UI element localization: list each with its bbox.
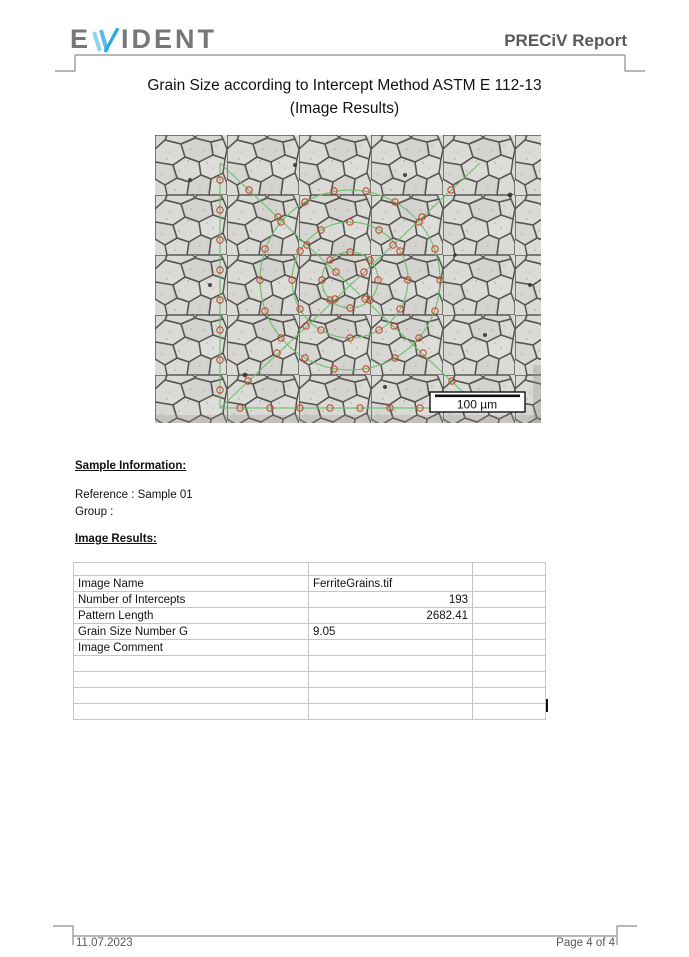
row-label-cell: Image Name [74, 576, 309, 592]
table-row [74, 563, 546, 576]
row-value-cell [309, 656, 473, 672]
sample-reference: Reference : Sample 01 [75, 489, 193, 501]
footer-date: 11.07.2023 [76, 937, 133, 949]
evident-logo [70, 24, 217, 52]
grain-texture [155, 135, 541, 423]
header-rule [40, 50, 660, 76]
row-value-cell [309, 688, 473, 704]
row-extra-cell [473, 563, 546, 576]
row-label-cell [74, 656, 309, 672]
page-title [0, 74, 689, 120]
row-value-cell: FerriteGrains.tif [309, 576, 473, 592]
results-table [73, 562, 546, 720]
row-extra-cell [473, 704, 546, 720]
image-results-heading: Image Results: [75, 533, 157, 545]
brand-letter-e: E [70, 24, 92, 54]
sample-information-heading: Sample Information: [75, 460, 187, 472]
table-row [74, 624, 546, 640]
row-value-cell [309, 563, 473, 576]
row-label-cell [74, 704, 309, 720]
scale-bar-label: 100 µm [456, 397, 498, 412]
row-extra-cell [473, 576, 546, 592]
table-row [74, 640, 546, 656]
text-cursor[interactable] [546, 699, 548, 712]
row-value-cell [309, 640, 473, 656]
table-row [74, 688, 546, 704]
row-label-cell [74, 672, 309, 688]
row-extra-cell [473, 640, 546, 656]
footer-rule [40, 915, 660, 955]
table-row [74, 672, 546, 688]
row-extra-cell [473, 624, 546, 640]
row-extra-cell [473, 656, 546, 672]
report-title: PRECiV Report [504, 31, 627, 50]
table-row [74, 704, 546, 720]
micrograph-image [155, 135, 541, 423]
row-label-cell: Grain Size Number G [74, 624, 309, 640]
row-value-cell: 193 [309, 592, 473, 608]
table-row [74, 608, 546, 624]
page-title-line1: Grain Size according to Intercept Method ASTM E 112-13 [147, 77, 542, 94]
row-extra-cell [473, 608, 546, 624]
row-value-cell: 9.05 [309, 624, 473, 640]
scale-bar [430, 392, 525, 412]
page-title-line2: (Image Results) [289, 100, 400, 117]
row-label-cell: Image Comment [74, 640, 309, 656]
table-row [74, 656, 546, 672]
row-extra-cell [473, 592, 546, 608]
row-extra-cell [473, 672, 546, 688]
row-label-cell [74, 563, 309, 576]
brand-letters-ident: IDENT [121, 24, 218, 54]
row-value-cell [309, 672, 473, 688]
row-label-cell: Number of Intercepts [74, 592, 309, 608]
sample-group: Group : [75, 506, 114, 518]
row-label-cell: Pattern Length [74, 608, 309, 624]
table-row [74, 592, 546, 608]
row-value-cell: 2682.41 [309, 608, 473, 624]
row-value-cell [309, 704, 473, 720]
table-row [74, 576, 546, 592]
row-extra-cell [473, 688, 546, 704]
row-label-cell [74, 688, 309, 704]
footer-page-number: Page 4 of 4 [556, 937, 615, 949]
